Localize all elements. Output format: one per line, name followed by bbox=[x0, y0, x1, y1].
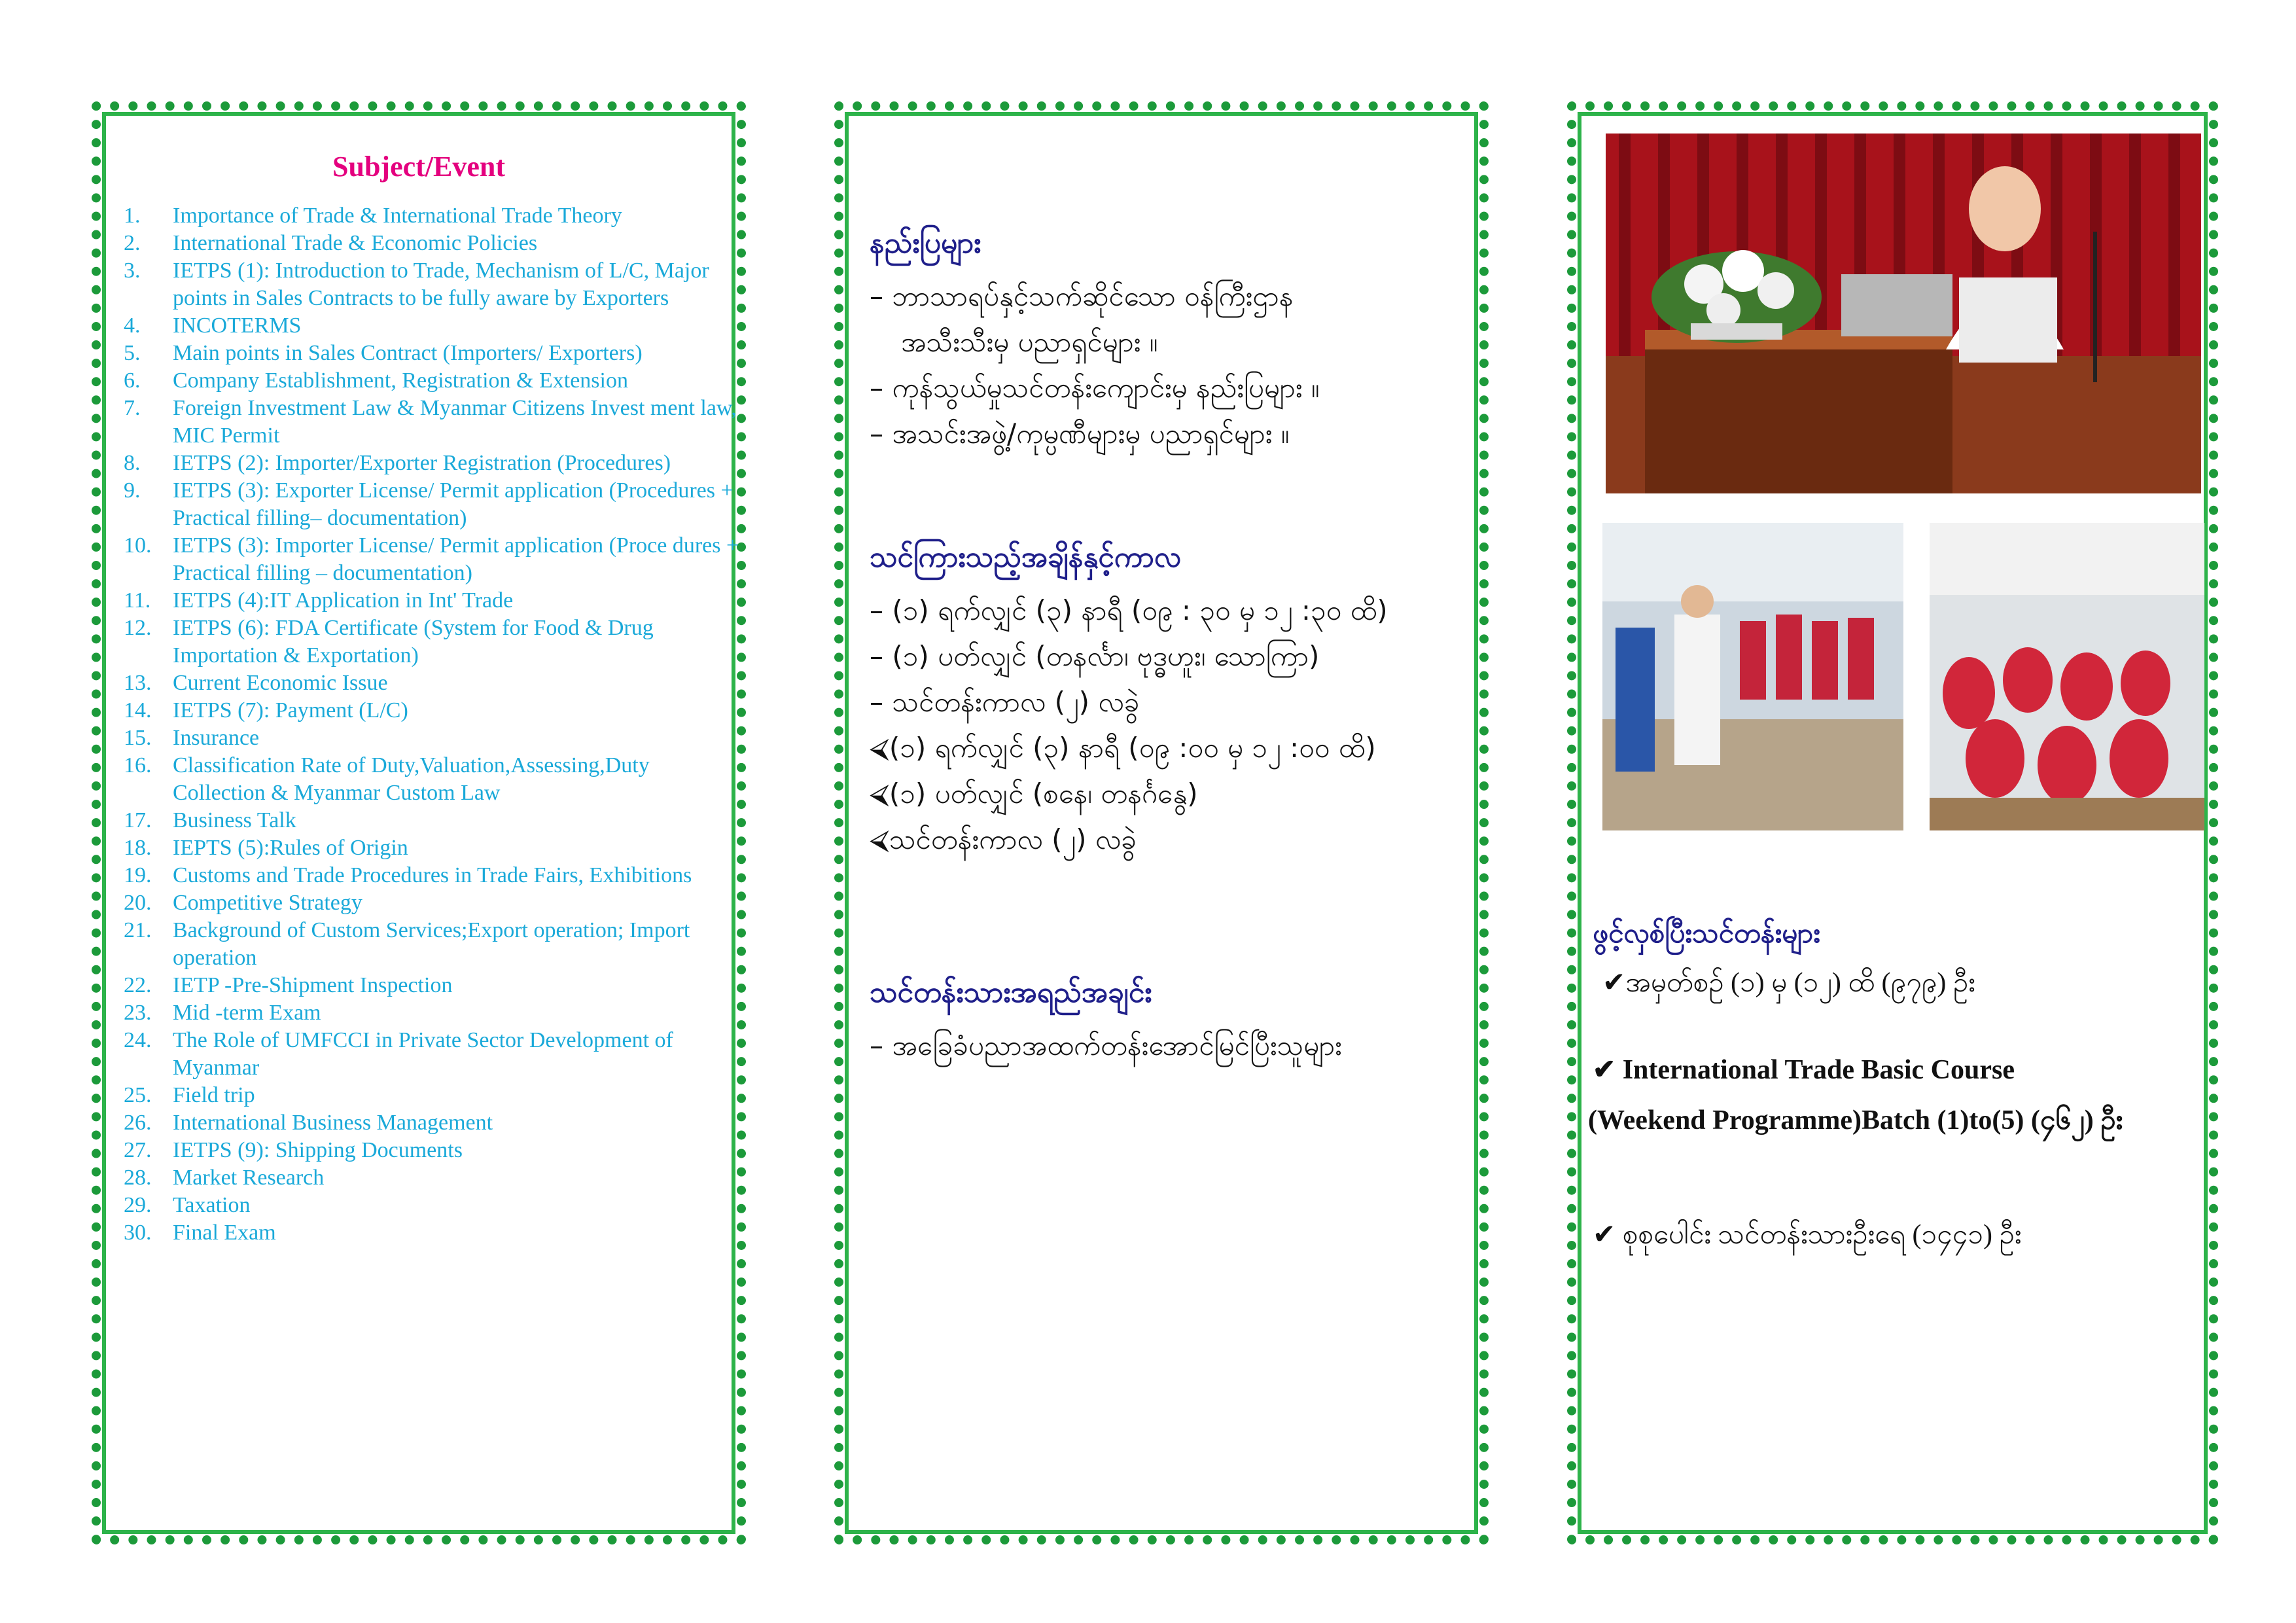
subject-number: 25. bbox=[124, 1083, 152, 1107]
courses-line: ✔ International Trade Basic Course bbox=[1593, 1055, 2015, 1085]
subject-item bbox=[124, 1164, 742, 1192]
subject-number: 7. bbox=[124, 396, 141, 420]
subject-text: IETP -Pre-Shipment Inspection bbox=[173, 973, 453, 997]
subject-item bbox=[124, 450, 742, 477]
subject-text: International Trade & Economic Policies bbox=[173, 231, 538, 255]
subject-number: 10. bbox=[124, 533, 152, 558]
subject-text: INCOTERMS bbox=[173, 313, 302, 338]
schedule-section bbox=[870, 539, 1478, 863]
subject-item bbox=[124, 340, 742, 367]
subject-text: Customs and Trade Procedures in Trade Fairs, Exhibitions bbox=[173, 863, 692, 887]
class-photo-2 bbox=[1930, 523, 2204, 830]
subject-number: 9. bbox=[124, 478, 141, 503]
subject-item bbox=[124, 972, 742, 999]
subject-item bbox=[124, 917, 742, 972]
subject-number: 3. bbox=[124, 259, 141, 283]
subject-number: 14. bbox=[124, 698, 152, 722]
subject-number: 12. bbox=[124, 616, 152, 640]
subject-item bbox=[124, 834, 742, 862]
subject-text: International Business Management bbox=[173, 1111, 493, 1135]
subject-text: Market Research bbox=[173, 1166, 325, 1190]
methods-heading: နည်းပြများ bbox=[870, 226, 981, 260]
subject-number: 30. bbox=[124, 1221, 152, 1245]
subject-text: Importance of Trade & International Trade Theory bbox=[173, 204, 622, 228]
subject-text: The Role of UMFCCI in Private Sector Development of Myanmar bbox=[173, 1028, 673, 1080]
subject-item bbox=[124, 202, 742, 230]
subject-number: 24. bbox=[124, 1028, 152, 1052]
subject-text: Mid -term Exam bbox=[173, 1001, 321, 1025]
qualification-heading: သင်တန်းသားအရည်အချင်း bbox=[870, 976, 1152, 1009]
schedule-line: – သင်တန်းကာလ (၂) လခွဲ bbox=[870, 686, 1140, 718]
subject-item bbox=[124, 1082, 742, 1109]
schedule-line: – (၁) ရက်လျှင် (၃) နာရီ (၀၉ : ၃၀ မှ ၁၂ :၃၀ ထိ) bbox=[870, 594, 1388, 626]
class-photo-1 bbox=[1602, 523, 1903, 830]
subject-number: 1. bbox=[124, 204, 141, 228]
subject-text: Current Economic Issue bbox=[173, 671, 388, 695]
subject-number: 28. bbox=[124, 1166, 152, 1190]
courses-panel bbox=[1567, 101, 2218, 1544]
schedule-line: ⮘(၁) ရက်လျှင် (၃) နာရီ (၀၉ :၀၀ မှ ၁၂ :၀၀ ထိ) bbox=[870, 732, 1376, 764]
subject-number: 5. bbox=[124, 341, 141, 365]
subject-text: Insurance bbox=[173, 726, 260, 750]
subject-text: Competitive Strategy bbox=[173, 891, 362, 915]
subject-item bbox=[124, 1219, 742, 1247]
subject-item bbox=[124, 1027, 742, 1082]
subject-number: 15. bbox=[124, 726, 152, 750]
subject-number: 18. bbox=[124, 836, 152, 860]
subject-number: 17. bbox=[124, 808, 152, 832]
subject-item bbox=[124, 367, 742, 395]
subject-number: 19. bbox=[124, 863, 152, 887]
subject-text: Background of Custom Services;Export operation; Import operation bbox=[173, 918, 690, 970]
subject-number: 23. bbox=[124, 1001, 152, 1025]
qualification-section bbox=[870, 974, 1478, 1069]
methods-line: – ကုန်သွယ်မှုသင်တန်းကျောင်းမှ နည်းပြများ ။ bbox=[870, 372, 1320, 404]
subject-number: 22. bbox=[124, 973, 152, 997]
subject-number: 26. bbox=[124, 1111, 152, 1135]
subject-item bbox=[124, 532, 742, 587]
info-panel bbox=[834, 101, 1489, 1544]
opened-courses-heading: ဖွင့်လှစ်ပြီးသင်တန်းများ bbox=[1593, 917, 1820, 949]
subject-item bbox=[124, 587, 742, 615]
subject-item bbox=[124, 1109, 742, 1137]
methods-line: အသီးသီးမှ ပညာရှင်များ ။ bbox=[901, 326, 1158, 358]
subject-text: Field trip bbox=[173, 1083, 255, 1107]
subject-number: 13. bbox=[124, 671, 152, 695]
subject-number: 11. bbox=[124, 588, 151, 613]
subject-text: Taxation bbox=[173, 1193, 251, 1217]
schedule-line: – (၁) ပတ်လျှင် (တနင်္လာ၊ ဗုဒ္ဓဟူး၊ သောကြာ) bbox=[870, 640, 1320, 672]
subject-item bbox=[124, 697, 742, 724]
subject-text: IEPTS (5):Rules of Origin bbox=[173, 836, 408, 860]
subject-item bbox=[124, 395, 742, 450]
subject-item bbox=[124, 477, 742, 532]
subject-text: IETPS (1): Introduction to Trade, Mechanism of L/C, Major points in Sales Contracts to be fully aware by Exporters bbox=[173, 259, 709, 310]
methods-line: – ဘာသာရပ်နှင့်သက်ဆိုင်သော ဝန်ကြီးဌာန bbox=[870, 280, 1294, 312]
subject-text: Main points in Sales Contract (Importers/ Exporters) bbox=[173, 341, 643, 365]
subject-text: Foreign Investment Law & Myanmar Citizens Invest ment law, MIC Permit bbox=[173, 396, 737, 448]
subject-number: 6. bbox=[124, 368, 141, 393]
subject-title: Subject/Event bbox=[332, 151, 505, 183]
qualification-line: – အခြေခံပညာအထက်တန်းအောင်မြင်ပြီးသူများ bbox=[870, 1029, 1342, 1061]
subject-item bbox=[124, 312, 742, 340]
schedule-line: ⮘သင်တန်းကာလ (၂) လခွဲ bbox=[870, 823, 1137, 855]
subject-text: IETPS (6): FDA Certificate (System for Food & Drug Importation & Exportation) bbox=[173, 616, 654, 668]
subject-number: 16. bbox=[124, 753, 152, 777]
subject-text: IETPS (4):IT Application in Int' Trade bbox=[173, 588, 514, 613]
methods-line: – အသင်းအဖွဲ့/ကုမ္ပဏီများမှ ပညာရှင်များ ။ bbox=[870, 418, 1290, 450]
subject-number: 29. bbox=[124, 1193, 152, 1217]
courses-line: ✔အမှတ်စဉ် (၁) မှ (၁၂) ထိ (၉၇၉) ဦး bbox=[1602, 968, 1975, 998]
subject-item bbox=[124, 669, 742, 697]
subject-text: Business Talk bbox=[173, 808, 296, 832]
subject-number: 20. bbox=[124, 891, 152, 915]
subject-item bbox=[124, 889, 742, 917]
courses-line: (Weekend Programme)Batch (1)to(5) (၄၆၂) ဦး bbox=[1588, 1105, 2123, 1135]
subject-number: 2. bbox=[124, 231, 141, 255]
subject-list bbox=[124, 202, 742, 1247]
subject-text: IETPS (2): Importer/Exporter Registration (Procedures) bbox=[173, 451, 671, 475]
subject-panel bbox=[92, 101, 746, 1544]
subject-number: 27. bbox=[124, 1138, 152, 1162]
subject-text: Classification Rate of Duty,Valuation,Assessing,Duty Collection & Myanmar Custom Law bbox=[173, 753, 650, 805]
schedule-line: ⮘(၁) ပတ်လျှင် (စနေ၊ တနင်္ဂနွေ) bbox=[870, 777, 1198, 810]
methods-section bbox=[870, 225, 1478, 457]
subject-item bbox=[124, 230, 742, 257]
subject-item bbox=[124, 615, 742, 669]
subject-text: IETPS (3): Importer License/ Permit application (Proce dures + Practical filling – documentation) bbox=[173, 533, 739, 585]
subject-item bbox=[124, 1137, 742, 1164]
subject-number: 21. bbox=[124, 918, 152, 942]
subject-text: Final Exam bbox=[173, 1221, 276, 1245]
lecturer-photo bbox=[1606, 134, 2201, 493]
subject-item bbox=[124, 862, 742, 889]
subject-text: IETPS (7): Payment (L/C) bbox=[173, 698, 408, 722]
subject-number: 4. bbox=[124, 313, 141, 338]
subject-text: IETPS (3): Exporter License/ Permit application (Procedures + Practical filling– documentation) bbox=[173, 478, 733, 530]
subject-item bbox=[124, 724, 742, 752]
subject-text: Company Establishment, Registration & Extension bbox=[173, 368, 628, 393]
subject-item bbox=[124, 807, 742, 834]
courses-total-line: ✔ စုစုပေါင်း သင်တန်းသားဦးရေ (၁၄၄၁) ဦး bbox=[1593, 1220, 2022, 1250]
subject-number: 8. bbox=[124, 451, 141, 475]
schedule-heading: သင်ကြားသည့်အချိန်နှင့်ကာလ bbox=[870, 541, 1182, 574]
subject-item bbox=[124, 1192, 742, 1219]
subject-text: IETPS (9): Shipping Documents bbox=[173, 1138, 463, 1162]
subject-item bbox=[124, 999, 742, 1027]
subject-item bbox=[124, 257, 742, 312]
subject-item bbox=[124, 752, 742, 807]
